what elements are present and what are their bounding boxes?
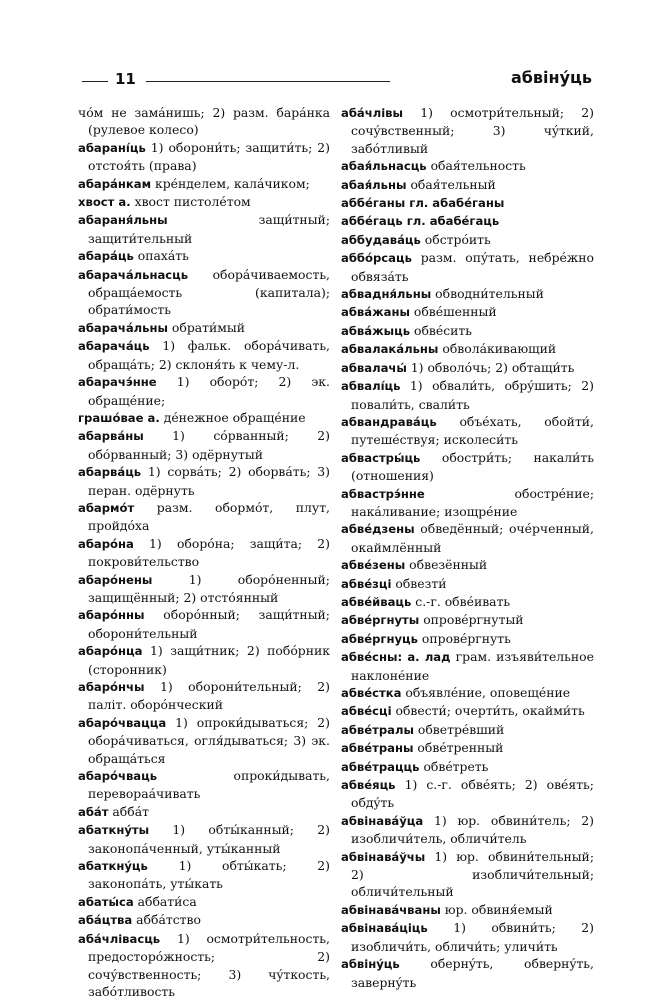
entry-definition: обая́тельный <box>410 176 496 192</box>
entry-definition: обая́тельность <box>430 158 526 174</box>
dictionary-entry <box>78 571 330 607</box>
entry-headword: абарóна <box>78 536 134 551</box>
dictionary-entry <box>341 359 594 377</box>
entry-headword: абарачэ́нне <box>78 375 157 390</box>
entry-headword: абая́льнасць <box>341 159 427 174</box>
entry-definition: обведённый; очéрченный, окаймлённый <box>351 521 594 555</box>
entry-headword: абвéзены <box>341 558 406 573</box>
entry-definition: опроки́дывать, перевораáчивать <box>88 768 330 802</box>
entry-headword: абвастрэ́нне <box>341 486 425 501</box>
entry-definition: обвéсить <box>413 322 473 338</box>
entry-definition: опровéргнутый <box>423 612 524 628</box>
entry-headword: абармóт <box>78 500 135 515</box>
entry-definition: 1) опроки́дываться; 2) оборáчиваться, огля́дываться; 3) эк. обращáться <box>88 714 330 766</box>
dictionary-entry <box>341 340 594 358</box>
entry-headword: аббéганы гл. абабéганы <box>341 196 505 211</box>
entry-definition: 1) обты́кать; 2) законопáть, уты́кать <box>88 858 330 892</box>
entry-headword: абáт <box>78 804 109 819</box>
entry-definition: аббáтство <box>136 912 201 928</box>
dictionary-entry <box>341 449 594 485</box>
entry-definition: опровéргнуть <box>421 630 511 646</box>
entry-headword: абарóнчы <box>78 680 145 694</box>
dictionary-entry <box>341 919 594 955</box>
entry-headword: абвадня́льны <box>341 287 432 302</box>
dictionary-entry <box>341 231 594 249</box>
entry-headword: абвáжыць <box>341 323 411 338</box>
dictionary-entry <box>341 848 594 901</box>
entry-headword: абвéйваць <box>341 594 412 609</box>
entry-headword: абараня́льны <box>78 213 168 228</box>
entry-definition: обостри́ть; накали́ть (отношения) <box>351 449 594 484</box>
dictionary-entry <box>341 413 594 449</box>
entry-headword: аббудавáць <box>341 232 421 247</box>
dictionary-entry <box>78 193 330 211</box>
entry-definition: 1) юр. обвини́тель; 2) изобличи́тель, обличи́тель <box>351 812 594 847</box>
dictionary-entry <box>78 319 330 337</box>
entry-definition: обводни́тельный <box>435 286 544 302</box>
entry-headword: абáцтва <box>78 913 133 928</box>
dictionary-entry <box>341 812 594 848</box>
entry-headword: абарóчвацца <box>78 715 167 730</box>
entry-headword: абвінавáціць <box>341 921 428 936</box>
dictionary-entry <box>341 575 594 593</box>
dictionary-entry <box>341 303 594 321</box>
entry-headword: абвéргнуць <box>341 631 418 646</box>
dictionary-entry <box>78 499 330 535</box>
entry-headword: абарвáць <box>78 465 142 480</box>
dictionary-entry <box>341 593 594 611</box>
entry-definition: 1) осмотри́тельный; 2) сочýвственный; 3) чýткий, забóтливый <box>351 105 594 156</box>
entry-definition: 1) обволóчь; 2) обтащи́ть <box>410 359 575 375</box>
entry-definition: 1) осмотри́тельность, предосторóжность; 2) сочýвственность; 3) чýткость, забóтливость <box>88 930 330 999</box>
entry-headword: абвéтраны <box>341 741 414 756</box>
dictionary-entry <box>78 211 330 247</box>
running-head: абвінýць <box>510 68 592 87</box>
entry-definition: хвост пистолéтом <box>134 194 251 210</box>
entry-definition: объéхать, обойти́, путешéствуя; исколеси́ть <box>351 413 594 448</box>
entry-definition: чóм не замáнишь; 2) разм. барáнка (рулевое колесо) <box>78 105 330 138</box>
entry-definition: обвéтренный <box>417 740 504 756</box>
entry-headword: абвéдзены <box>341 522 415 537</box>
entry-headword: абвалíць <box>341 379 401 394</box>
entry-definition: опахáть <box>137 248 189 264</box>
entry-definition: кре́нделем, калáчиком; <box>155 175 310 191</box>
dictionary-entry <box>341 176 594 194</box>
entry-headword: аббóрсаць <box>341 251 412 266</box>
entry-definition: 1) оборони́ть; защити́ть; 2) отстоя́ть (права) <box>88 139 330 174</box>
entry-definition: 1) обвини́ть; 2) изобличи́ть, обличи́ть; уличи́ть <box>351 920 594 954</box>
dictionary-entry <box>341 611 594 629</box>
dictionary-entry <box>78 373 330 409</box>
entry-definition: 1) с.-г. обвéять; 2) овéять; обдýть <box>351 777 594 811</box>
dictionary-entry <box>341 285 594 303</box>
entry-definition: разм. опýтать, небрéжно обвязáть <box>351 250 594 284</box>
entry-headword: абвінавáўчы <box>341 849 426 864</box>
entry-definition: обстрóить <box>424 231 491 247</box>
dictionary-entry <box>78 930 330 1001</box>
dictionary-entry <box>341 377 594 413</box>
entry-headword: абвéтрацць <box>341 759 420 774</box>
dictionary-entry <box>341 104 594 157</box>
entry-definition: обвести́; очерти́ть, окайми́ть <box>395 703 585 719</box>
entry-headword: абарóнца <box>78 644 143 659</box>
entry-definition: 1) оборóт; 2) эк. обращéние; <box>88 374 330 408</box>
dictionary-entry <box>341 776 594 812</box>
dictionary-entry <box>78 535 330 571</box>
dictionary-entry <box>78 714 330 767</box>
entry-definition: обернýть, обвернýть, завернýть <box>351 956 594 990</box>
entry-headword: аббéгаць гл. абабéгаць <box>341 214 500 229</box>
entry-headword: абвéсці <box>341 704 392 719</box>
entry-definition: обвéтреть <box>423 758 489 774</box>
dictionary-entry <box>341 702 594 720</box>
dictionary-entry <box>341 901 594 919</box>
entry-headword: абвéсны: а. лад <box>341 650 451 665</box>
entry-definition: 1) сóрванный; 2) обóрванный; 3) одёрнутый <box>88 428 330 462</box>
entry-headword: абвéтралы <box>341 722 414 737</box>
dictionary-entry <box>78 104 330 139</box>
entry-definition: 1) оборони́тельный; 2) палiт. оборóнческий <box>88 679 330 713</box>
dictionary-entry <box>341 684 594 702</box>
entry-headword: абáчлівы <box>341 106 403 120</box>
entry-definition: обострéние; накáливание; изощрéние <box>351 485 594 519</box>
entry-definition: 1) юр. обвини́тельный; 2) изобличи́тельный; обличи́тельный <box>351 848 594 900</box>
dictionary-entry <box>341 157 594 175</box>
entry-headword: абвалакáльны <box>341 342 439 357</box>
dictionary-entry <box>78 266 330 319</box>
entry-headword: абаты́са <box>78 894 134 909</box>
dictionary-entry <box>78 767 330 803</box>
page-header <box>82 68 592 98</box>
entry-headword: абая́льны <box>341 177 407 192</box>
dictionary-entry <box>341 249 594 285</box>
entry-headword: абарачáльны <box>78 320 168 335</box>
entry-definition: обволáкивающий <box>442 341 557 357</box>
entry-headword: абарачáць <box>78 339 150 354</box>
entry-headword: абвéзці <box>341 576 392 591</box>
entry-definition: обвезённый <box>409 557 488 573</box>
entry-headword: абвéргнуты <box>341 613 420 628</box>
entry-definition: аббати́са <box>137 893 197 909</box>
dictionary-entry <box>78 606 330 642</box>
dictionary-entry <box>341 630 594 648</box>
dictionary-entry <box>78 337 330 373</box>
entry-definition: оборáчиваемость, обращáемость (капитала); обрати́мость <box>88 266 330 318</box>
dictionary-entry <box>78 857 330 893</box>
entry-headword: абвастры́ць <box>341 450 421 465</box>
entry-headword: абарáць <box>78 249 134 264</box>
dictionary-entry <box>341 520 594 556</box>
entry-headword: абвéстка <box>341 686 402 700</box>
entry-headword: абарачáльнасць <box>78 267 189 282</box>
dictionary-entry <box>78 139 330 175</box>
dictionary-entry <box>341 556 594 574</box>
entry-headword: абарвáны <box>78 429 144 444</box>
entry-definition: 1) защи́тник; 2) побóрник (сторонник) <box>88 643 330 677</box>
entry-headword: абвінавáўца <box>341 813 424 828</box>
entry-definition: обрати́мый <box>171 319 246 335</box>
dictionary-entry <box>341 212 594 230</box>
entry-definition: 1) оборóна; защи́та; 2) покрови́тельство <box>88 535 330 570</box>
header-rule-middle <box>146 81 390 82</box>
header-rule-left <box>82 81 108 82</box>
dictionary-entry <box>78 427 330 463</box>
dictionary-entry <box>341 648 594 684</box>
right-column <box>341 104 594 991</box>
dictionary-entry <box>341 322 594 340</box>
entry-definition: дéнежное обращéние <box>163 409 306 425</box>
dictionary-entry <box>341 758 594 776</box>
entry-definition: грам. изъяви́тельное наклонéние <box>351 649 594 683</box>
entry-definition: оборóнный; защи́тный; оборони́тельный <box>88 607 330 641</box>
dictionary-entry <box>341 739 594 757</box>
dictionary-entry <box>341 194 594 212</box>
entry-headword: абарáнкам <box>78 176 152 191</box>
dictionary-entry <box>78 175 330 193</box>
entry-definition: юр. обвиня́емый <box>444 901 553 917</box>
dictionary-entry <box>78 463 330 499</box>
left-column <box>78 104 330 1000</box>
entry-definition: 1) обвали́ть, обрýшить; 2) повали́ть, свали́ть <box>351 378 594 412</box>
entry-definition: 1) обты́канный; 2) законопáченный, уты́канный <box>88 822 330 856</box>
entry-definition: обвезти́ <box>395 575 447 591</box>
entry-headword: грашóвае а. <box>78 410 160 425</box>
entry-headword: абаткнýць <box>78 859 148 874</box>
entry-headword: абарóчваць <box>78 769 158 784</box>
entry-headword: абáчлівасць <box>78 931 161 946</box>
entry-definition: обвéшенный <box>413 304 497 320</box>
page-number: 11 <box>115 70 136 88</box>
dictionary-entry <box>341 721 594 739</box>
entry-definition: защи́тный; защити́тельный <box>88 212 330 246</box>
entry-headword: абвінýць <box>341 957 400 972</box>
entry-definition: 1) фальк. оборáчивать, обращáть; 2) склоня́ть к чему-л. <box>88 338 330 372</box>
entry-headword: абаткнýты <box>78 823 150 838</box>
entry-definition: 1) оборóненный; защищённый; 2) отстóянный <box>88 571 330 605</box>
entry-definition: разм. обормóт, плут, пройдóха <box>88 499 330 534</box>
entry-headword: абвáжаны <box>341 305 410 320</box>
dictionary-entry <box>78 911 330 929</box>
entry-headword: абаранíць <box>78 140 146 155</box>
entry-headword: абвандравáць <box>341 414 437 429</box>
dictionary-entry <box>341 485 594 521</box>
dictionary-entry <box>78 821 330 857</box>
dictionary-entry <box>78 409 330 427</box>
dictionary-entry <box>341 955 594 991</box>
entry-definition: 1) сорвáть; 2) оборвáть; 3) перан. одёрнуть <box>88 464 330 498</box>
dictionary-entry <box>78 803 330 821</box>
entry-definition: с.-г. обвéивать <box>415 593 511 609</box>
entry-headword: абарóнены <box>78 572 153 587</box>
entry-headword: абарóнны <box>78 608 145 623</box>
dictionary-entry <box>78 893 330 911</box>
entry-headword: абвінавáчваны <box>341 902 441 917</box>
entry-headword: абвéяць <box>341 778 396 793</box>
dictionary-entry <box>78 678 330 714</box>
entry-headword: хвост а. <box>78 195 131 210</box>
entry-definition: обветрéвший <box>417 721 505 737</box>
entry-headword: абвалачы́ <box>341 360 407 375</box>
dictionary-entry <box>78 247 330 265</box>
entry-definition: объявлéние, оповещéние <box>405 685 571 700</box>
dictionary-entry <box>78 642 330 678</box>
entry-definition: аббáт <box>112 803 149 819</box>
